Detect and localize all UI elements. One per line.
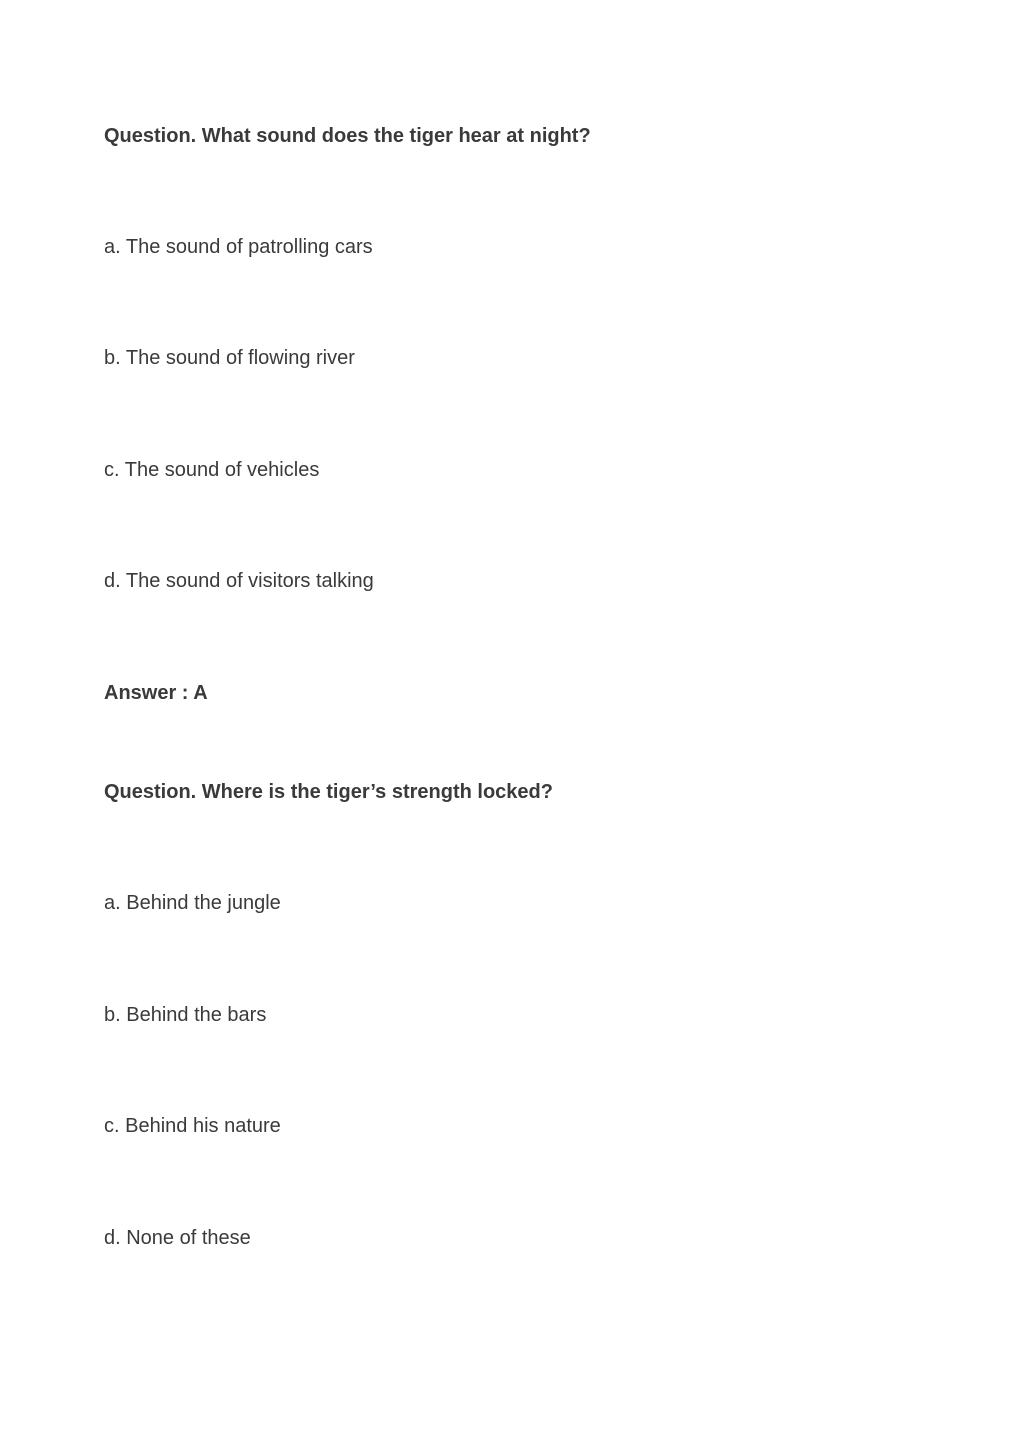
question-1-text: Question. What sound does the tiger hear at night? <box>104 125 591 147</box>
question-1-option-a: a. The sound of patrolling cars <box>104 236 373 258</box>
question-1-option-b: b. The sound of flowing river <box>104 347 355 369</box>
question-2-option-d: d. None of these <box>104 1227 251 1249</box>
question-2-option-b: b. Behind the bars <box>104 1004 267 1026</box>
question-2-option-c: c. Behind his nature <box>104 1115 281 1137</box>
question-1-option-c: c. The sound of vehicles <box>104 459 320 481</box>
question-2-option-a: a. Behind the jungle <box>104 892 281 914</box>
question-1-option-d: d. The sound of visitors talking <box>104 570 374 592</box>
question-2-text: Question. Where is the tiger’s strength locked? <box>104 781 553 803</box>
question-1-answer: Answer : A <box>104 682 208 704</box>
